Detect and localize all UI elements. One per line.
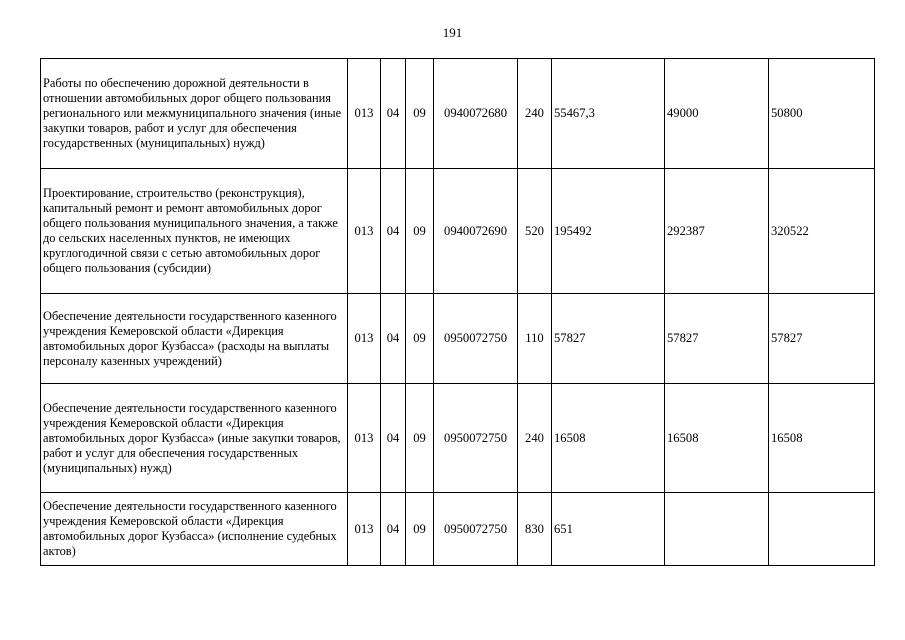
row-description: Обеспечение деятельности государственного казенного учреждения Кемеровской области «Дирекция автомобильных дорог Кузбасса» (расходы на выплаты персоналу казенных учреждений) [41, 294, 348, 384]
section-code: 04 [381, 493, 406, 566]
table-row [41, 294, 875, 384]
ministry-code: 013 [348, 59, 381, 169]
amount-year-1: 195492 [552, 169, 665, 294]
amount-year-3: 16508 [769, 384, 875, 493]
table-row [41, 59, 875, 169]
row-description: Обеспечение деятельности государственного казенного учреждения Кемеровской области «Дирекция автомобильных дорог Кузбасса» (исполнение судебных актов) [41, 493, 348, 566]
amount-year-2: 57827 [665, 294, 769, 384]
amount-year-2: 16508 [665, 384, 769, 493]
amount-year-2: 49000 [665, 59, 769, 169]
expense-type-code: 110 [518, 294, 552, 384]
ministry-code: 013 [348, 169, 381, 294]
subsection-code: 09 [406, 169, 434, 294]
section-code: 04 [381, 169, 406, 294]
target-article-code: 0940072690 [434, 169, 518, 294]
amount-year-2 [665, 493, 769, 566]
section-code: 04 [381, 59, 406, 169]
section-code: 04 [381, 384, 406, 493]
expense-type-code: 240 [518, 59, 552, 169]
ministry-code: 013 [348, 384, 381, 493]
subsection-code: 09 [406, 493, 434, 566]
row-description: Проектирование, строительство (реконструкция), капитальный ремонт и ремонт автомобильных дорог общего пользования муниципального значения, а также до сельских населенных пунктов, не имеющих круглогодичной связи с сетью автомобильных дорог общего пользования (субсидии) [41, 169, 348, 294]
table-row [41, 493, 875, 566]
amount-year-3: 57827 [769, 294, 875, 384]
expense-type-code: 240 [518, 384, 552, 493]
amount-year-1: 57827 [552, 294, 665, 384]
ministry-code: 013 [348, 493, 381, 566]
subsection-code: 09 [406, 59, 434, 169]
page-number: 191 [442, 25, 463, 40]
row-description: Работы по обеспечению дорожной деятельности в отношении автомобильных дорог общего пользования регионального или межмуниципального значения (иные закупки товаров, работ и услуг для обеспечения государственных (муниципальных) нужд) [41, 59, 348, 169]
expense-type-code: 520 [518, 169, 552, 294]
amount-year-3: 320522 [769, 169, 875, 294]
amount-year-1: 651 [552, 493, 665, 566]
amount-year-1: 16508 [552, 384, 665, 493]
target-article-code: 0950072750 [434, 384, 518, 493]
amount-year-3 [769, 493, 875, 566]
expense-type-code: 830 [518, 493, 552, 566]
subsection-code: 09 [406, 294, 434, 384]
table-row [41, 169, 875, 294]
amount-year-3: 50800 [769, 59, 875, 169]
row-description: Обеспечение деятельности государственного казенного учреждения Кемеровской области «Дирекция автомобильных дорог Кузбасса» (иные закупки товаров, работ и услуг для обеспечения государственных (муниципальных) нужд) [41, 384, 348, 493]
target-article-code: 0950072750 [434, 294, 518, 384]
table-row [41, 384, 875, 493]
amount-year-2: 292387 [665, 169, 769, 294]
subsection-code: 09 [406, 384, 434, 493]
amount-year-1: 55467,3 [552, 59, 665, 169]
ministry-code: 013 [348, 294, 381, 384]
budget-table [40, 58, 875, 566]
target-article-code: 0940072680 [434, 59, 518, 169]
target-article-code: 0950072750 [434, 493, 518, 566]
section-code: 04 [381, 294, 406, 384]
